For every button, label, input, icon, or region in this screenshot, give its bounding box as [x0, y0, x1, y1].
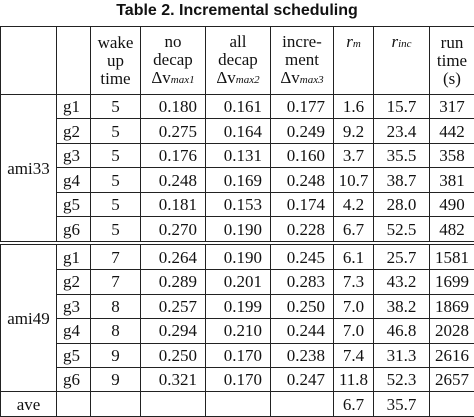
header-rm-subscript: m — [352, 38, 361, 50]
nodecap-cell: 0.257 — [141, 294, 206, 318]
incr-cell: 0.238 — [271, 343, 334, 367]
table-row — [1, 367, 474, 391]
runtime-cell: 381 — [430, 168, 474, 192]
nodecap-cell: 0.294 — [141, 319, 206, 343]
graph-cell: g3 — [57, 294, 91, 318]
header-rinc-symbol: r — [391, 32, 399, 51]
header-rm — [334, 27, 374, 95]
header-runtime-line2: time — [436, 50, 468, 70]
header-nodecap-line2: decap — [153, 49, 193, 69]
empty-cell — [271, 392, 334, 417]
table-caption: Table 2. Incremental scheduling — [116, 2, 358, 19]
alldecap-cell: 0.210 — [206, 319, 271, 343]
rinc-cell: 52.3 — [374, 367, 430, 391]
group-label: ami49 — [1, 243, 57, 392]
wake-cell: 5 — [91, 192, 141, 216]
alldecap-cell: 0.199 — [206, 294, 271, 318]
header-alldecap-line1: all — [229, 31, 247, 51]
runtime-cell: 1869 — [430, 294, 474, 318]
group-label: ami33 — [1, 95, 57, 244]
runtime-cell: 1699 — [430, 270, 474, 294]
graph-cell: g6 — [57, 367, 91, 391]
nodecap-cell: 0.270 — [141, 217, 206, 243]
nodecap-cell: 0.250 — [141, 343, 206, 367]
header-increment — [271, 27, 334, 95]
rinc-cell: 15.7 — [374, 95, 430, 119]
table-row — [1, 270, 474, 294]
rm-cell: 3.7 — [334, 143, 374, 167]
table-row — [1, 217, 474, 243]
wake-cell: 9 — [91, 343, 141, 367]
nodecap-cell: 0.321 — [141, 367, 206, 391]
header-runtime-line3: (s) — [443, 68, 461, 88]
table-row — [1, 343, 474, 367]
header-alldecap-line2: decap — [218, 49, 258, 69]
wake-cell: 5 — [91, 143, 141, 167]
graph-cell: g2 — [57, 270, 91, 294]
table-row — [1, 119, 474, 143]
rm-cell: 7.0 — [334, 319, 374, 343]
runtime-cell: 317 — [430, 95, 474, 119]
incr-cell: 0.228 — [271, 217, 334, 243]
nodecap-cell: 0.289 — [141, 270, 206, 294]
alldecap-cell: 0.164 — [206, 119, 271, 143]
header-wake-line1: wake — [97, 32, 134, 52]
header-incr-line2: ment — [285, 49, 319, 69]
average-label: ave — [1, 392, 57, 417]
rm-cell: 4.2 — [334, 192, 374, 216]
wake-cell: 5 — [91, 168, 141, 192]
rinc-cell: 38.7 — [374, 168, 430, 192]
table-row — [1, 192, 474, 216]
header-group — [1, 27, 57, 95]
incr-cell: 0.177 — [271, 95, 334, 119]
alldecap-cell: 0.170 — [206, 367, 271, 391]
graph-cell: g1 — [57, 243, 91, 269]
wake-cell: 8 — [91, 319, 141, 343]
header-run-time — [430, 27, 474, 95]
rm-cell: 7.4 — [334, 343, 374, 367]
incremental-scheduling-table — [0, 26, 474, 417]
header-wake-line2: up — [107, 50, 124, 70]
table-row — [1, 319, 474, 343]
rm-cell: 7.0 — [334, 294, 374, 318]
graph-cell: g2 — [57, 119, 91, 143]
average-rinc-cell: 35.7 — [374, 392, 430, 417]
alldecap-cell: 0.190 — [206, 243, 271, 269]
header-no-decap — [141, 27, 206, 95]
incr-cell: 0.249 — [271, 119, 334, 143]
graph-cell: g1 — [57, 95, 91, 119]
incr-cell: 0.247 — [271, 367, 334, 391]
table-row — [1, 95, 474, 119]
runtime-cell: 482 — [430, 217, 474, 243]
rm-cell: 6.1 — [334, 243, 374, 269]
runtime-cell: 358 — [430, 143, 474, 167]
alldecap-cell: 0.131 — [206, 143, 271, 167]
header-graph — [57, 27, 91, 95]
nodecap-cell: 0.176 — [141, 143, 206, 167]
incr-cell: 0.250 — [271, 294, 334, 318]
header-nodecap-line1: no — [164, 31, 182, 51]
rinc-cell: 23.4 — [374, 119, 430, 143]
wake-cell: 8 — [91, 294, 141, 318]
table-body — [1, 95, 474, 417]
incr-cell: 0.244 — [271, 319, 334, 343]
header-rm-symbol: r — [346, 32, 353, 51]
rinc-cell: 35.5 — [374, 143, 430, 167]
rinc-cell: 43.2 — [374, 270, 430, 294]
table-row — [1, 143, 474, 167]
incr-cell: 0.248 — [271, 168, 334, 192]
runtime-cell: 2616 — [430, 343, 474, 367]
header-all-decap — [206, 27, 271, 95]
runtime-cell: 2028 — [430, 319, 474, 343]
header-rinc-subscript: inc — [398, 38, 412, 50]
runtime-cell: 442 — [430, 119, 474, 143]
incr-cell: 0.245 — [271, 243, 334, 269]
empty-cell — [206, 392, 271, 417]
incr-cell: 0.283 — [271, 270, 334, 294]
rm-cell: 10.7 — [334, 168, 374, 192]
runtime-cell: 1581 — [430, 243, 474, 269]
nodecap-cell: 0.248 — [141, 168, 206, 192]
rinc-cell: 52.5 — [374, 217, 430, 243]
header-rinc — [374, 27, 430, 95]
rinc-cell: 31.3 — [374, 343, 430, 367]
wake-cell: 5 — [91, 217, 141, 243]
header-runtime-line1: run — [440, 32, 464, 52]
alldecap-cell: 0.161 — [206, 95, 271, 119]
header-row — [1, 27, 474, 95]
average-row — [1, 392, 474, 417]
rm-cell: 7.3 — [334, 270, 374, 294]
table-row — [1, 243, 474, 269]
rm-cell: 11.8 — [334, 367, 374, 391]
runtime-cell: 2657 — [430, 367, 474, 391]
wake-cell: 7 — [91, 243, 141, 269]
wake-cell: 7 — [91, 270, 141, 294]
graph-cell: g4 — [57, 168, 91, 192]
nodecap-cell: 0.264 — [141, 243, 206, 269]
incr-cell: 0.174 — [271, 192, 334, 216]
empty-cell — [57, 392, 91, 417]
header-wake-up-time — [91, 27, 141, 95]
wake-cell: 9 — [91, 367, 141, 391]
graph-cell: g6 — [57, 217, 91, 243]
graph-cell: g3 — [57, 143, 91, 167]
empty-cell — [91, 392, 141, 417]
nodecap-cell: 0.275 — [141, 119, 206, 143]
rinc-cell: 38.2 — [374, 294, 430, 318]
graph-cell: g4 — [57, 319, 91, 343]
alldecap-cell: 0.153 — [206, 192, 271, 216]
header-incr-subscript: max3 — [299, 73, 324, 86]
alldecap-cell: 0.190 — [206, 217, 271, 243]
header-nodecap-subscript: max1 — [170, 73, 195, 86]
header-incr-symbol: Δv — [280, 67, 300, 87]
rinc-cell: 25.7 — [374, 243, 430, 269]
wake-cell: 5 — [91, 119, 141, 143]
empty-cell — [430, 392, 474, 417]
rm-cell: 1.6 — [334, 95, 374, 119]
incr-cell: 0.160 — [271, 143, 334, 167]
table-row — [1, 294, 474, 318]
rinc-cell: 46.8 — [374, 319, 430, 343]
rm-cell: 6.7 — [334, 217, 374, 243]
rm-cell: 9.2 — [334, 119, 374, 143]
average-rm-cell: 6.7 — [334, 392, 374, 417]
rinc-cell: 28.0 — [374, 192, 430, 216]
graph-cell: g5 — [57, 192, 91, 216]
alldecap-cell: 0.169 — [206, 168, 271, 192]
header-wake-line3: time — [100, 68, 131, 88]
table-row — [1, 168, 474, 192]
header-alldecap-symbol: Δv — [216, 67, 236, 87]
header-incr-line1: incre- — [282, 31, 322, 51]
nodecap-cell: 0.180 — [141, 95, 206, 119]
header-nodecap-symbol: Δv — [151, 67, 171, 87]
alldecap-cell: 0.201 — [206, 270, 271, 294]
graph-cell: g5 — [57, 343, 91, 367]
runtime-cell: 490 — [430, 192, 474, 216]
empty-cell — [141, 392, 206, 417]
nodecap-cell: 0.181 — [141, 192, 206, 216]
header-alldecap-subscript: max2 — [235, 73, 260, 86]
wake-cell: 5 — [91, 95, 141, 119]
alldecap-cell: 0.170 — [206, 343, 271, 367]
